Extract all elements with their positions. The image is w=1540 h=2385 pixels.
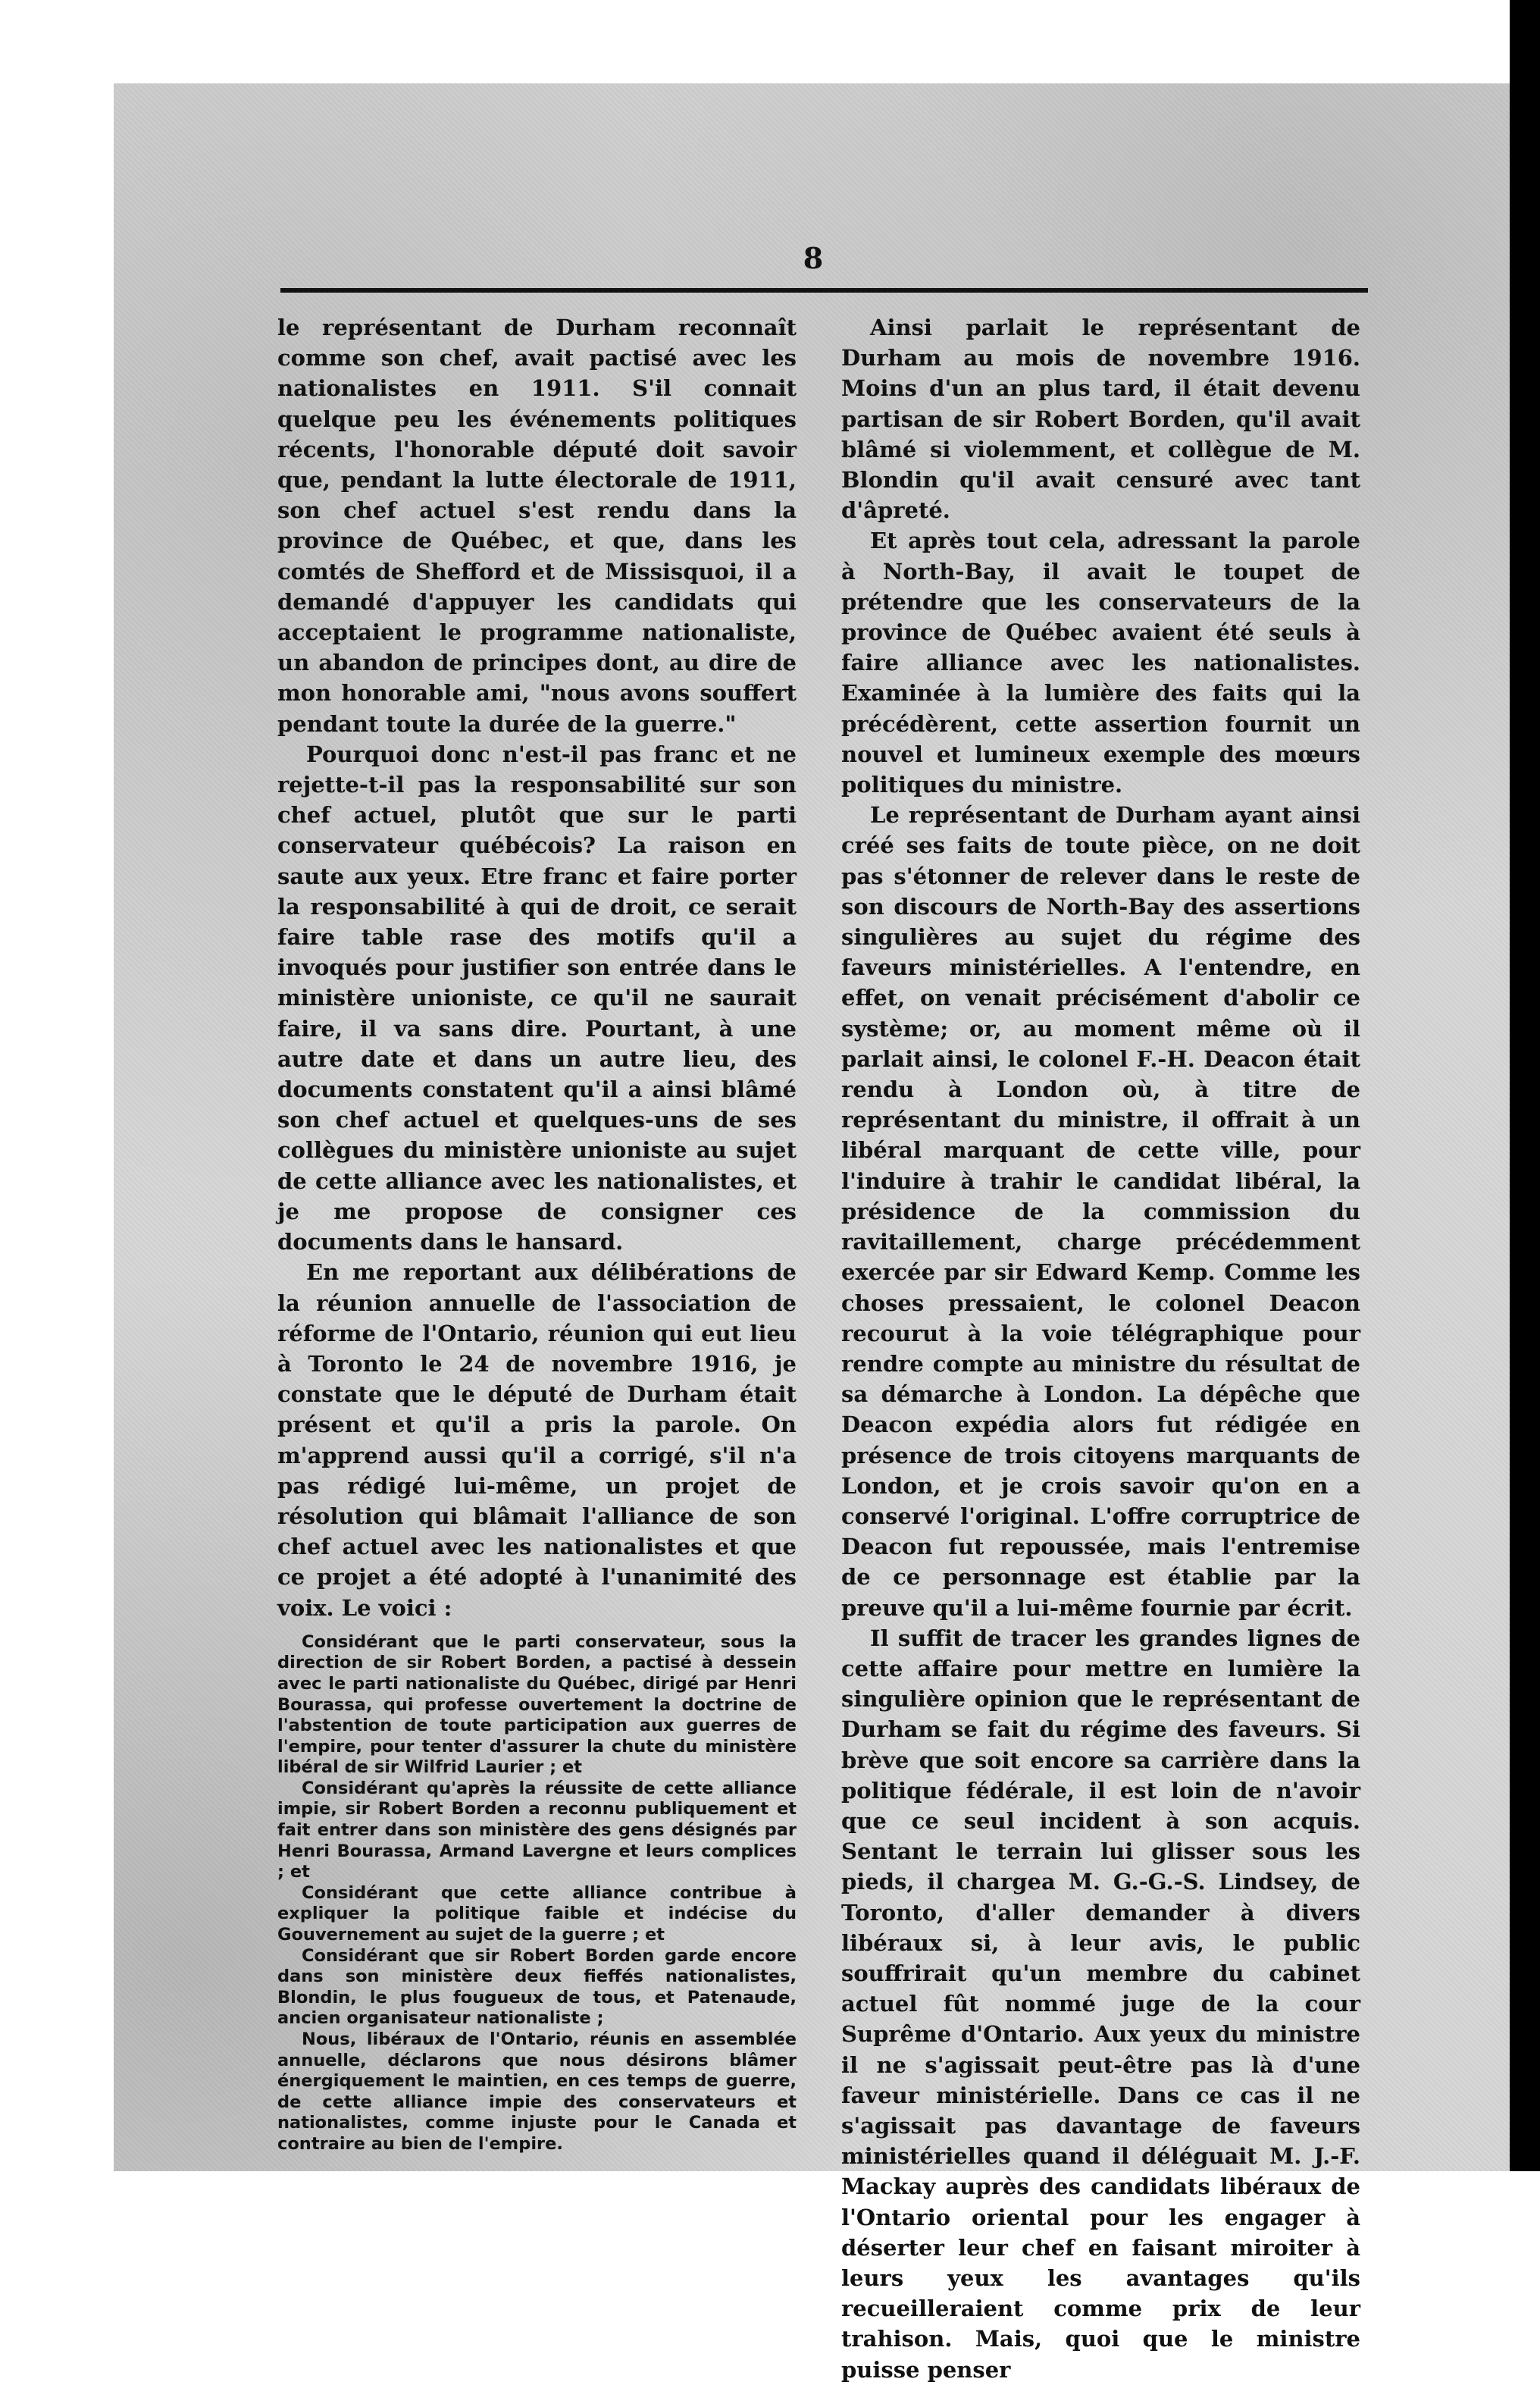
quote-paragraph: Considérant qu'après la réussite de cette alliance impie, sir Robert Borden a reconnu publiquement et fait entrer dans son ministère des gens désignés par Henri Bourassa, Armand Lavergne et leurs complices ; et <box>277 1778 797 1882</box>
paragraph: Et après tout cela, adressant la parole à North-Bay, il avait le toupet de prétendre que les conservateurs de la province de Québec avaient été seuls à faire alliance avec les nationalistes. Examinée à la lumière des faits qui la précédèrent, cette assertion fournit un nouvel et lumineux exemple des mœurs politiques du ministre. <box>841 528 1360 798</box>
quote-paragraph: Considérant que le parti conservateur, sous la direction de sir Robert Borden, a pactisé à dessein avec le parti nationaliste du Québec, dirigé par Henri Bourassa, qui professe ouvertement la doctrine de l'abstention de toute participation aux guerres de l'empire, pour tenter d'assurer la chute du ministère libéral de sir Wilfrid Laurier ; et <box>277 1631 797 1778</box>
right-column <box>841 312 1360 2385</box>
quote-paragraph: Considérant que cette alliance contribue à expliquer la politique faible et indécise du Gouvernement au sujet de la guerre ; et <box>277 1882 797 1945</box>
resolution-quote <box>277 1632 797 2155</box>
paragraph: En me reportant aux délibérations de la réunion annuelle de l'association de réforme de l'Ontario, réunion qui eut lieu à Toronto le 24 de novembre 1916, je constate que le député de Durham était présent et qu'il a pris la parole. On m'apprend aussi qu'il a corrigé, s'il n'a pas rédigé lui-même, un projet de résolution qui blâmait l'alliance de son chef actuel avec les nationalistes et que ce projet a été adopté à l'unanimité des voix. Le voici : <box>277 1259 797 1621</box>
paragraph: Il suffit de tracer les grandes lignes de cette affaire pour mettre en lumière la singulière opinion que le représentant de Durham se fait du régime des faveurs. Si brève que soit encore sa carrière dans la politique fédérale, il est loin de n'avoir que ce seul incident à son acquis. Sentant le terrain lui glisser sous les pieds, il chargea M. G.-G.-S. Lindsey, de Toronto, d'aller demander à divers libéraux si, à leur avis, le public souffrirait qu'un membre du cabinet actuel fût nommé juge de la cour Suprême d'Ontario. Aux yeux du ministre il ne s'agissait peut-être pas là d'une faveur ministérielle. Dans ce cas il ne s'agissait pas davantage de faveurs ministérielles quand il déléguait M. J.-F. Mackay auprès des candidats libéraux de l'Ontario oriental pour les engager à déserter leur chef en faisant miroiter à leurs yeux les avantages qu'ils recueilleraient comme prix de leur trahison. Mais, quoi que le ministre puisse penser <box>841 1625 1360 2383</box>
scan-border-right <box>1510 0 1540 2171</box>
header-rule <box>280 288 1368 293</box>
page-number: 8 <box>803 241 824 275</box>
paragraph: Le représentant de Durham ayant ainsi créé ses faits de toute pièce, on ne doit pas s'étonner de relever dans le reste de son discours de North-Bay des assertions singulières au sujet du régime des faveurs ministérielles. A l'entendre, en effet, on venait précisément d'abolir ce système; or, au moment même où il parlait ainsi, le colonel F.-H. Deacon était rendu à London où, à titre de représentant du ministre, il offrait à un libéral marquant de cette ville, pour l'induire à trahir le candidat libéral, la présidence de la commission du ravitaillement, charge précédemment exercée par sir Edward Kemp. Comme les choses pressaient, le colonel Deacon recourut à la voie télégraphique pour rendre compte au ministre du résultat de sa démarche à London. La dépêche que Deacon expédia alors fut rédigée en présence de trois citoyens marquants de London, et je crois savoir qu'on en a conservé l'original. L'offre corruptrice de Deacon fut repoussée, mais l'entremise de ce personnage est établie par la preuve qu'il a lui-même fournie par écrit. <box>841 802 1360 1621</box>
quote-paragraph: Considérant que sir Robert Borden garde encore dans son ministère deux fieffés nationalistes, Blondin, le plus fougueux de tous, et Patenaude, ancien organisateur nationaliste ; <box>277 1945 797 2029</box>
paragraph: le représentant de Durham reconnaît comme son chef, avait pactisé avec les nationalistes en 1911. S'il connait quelque peu les événements politiques récents, l'honorable député doit savoir que, pendant la lutte électorale de 1911, son chef actuel s'est rendu dans la province de Québec, et que, dans les comtés de Shefford et de Missisquoi, il a demandé d'appuyer les candidats qui acceptaient le programme nationaliste, un abandon de principes dont, au dire de mon honorable ami, "nous avons souffert pendant toute la durée de la guerre." <box>277 315 797 737</box>
paragraph: Ainsi parlait le représentant de Durham au mois de novembre 1916. Moins d'un an plus tard, il était devenu partisan de sir Robert Borden, qu'il avait blâmé si violemment, et collègue de M. Blondin qu'il avait censuré avec tant d'âpreté. <box>841 315 1360 524</box>
quote-paragraph: Nous, libéraux de l'Ontario, réunis en assemblée annuelle, déclarons que nous désirons blâmer énergiquement le maintien, en ces temps de guerre, de cette alliance impie des conservateurs et nationalistes, comme injuste pour le Canada et contraire au bien de l'empire. <box>277 2029 797 2154</box>
paragraph: Pourquoi donc n'est-il pas franc et ne rejette-t-il pas la responsabilité sur son chef actuel, plutôt que sur le parti conservateur québécois? La raison en saute aux yeux. Etre franc et faire porter la responsabilité à qui de droit, ce serait faire table rase des motifs qu'il a invoqués pour justifier son entrée dans le ministère unioniste, ce qu'il ne saurait faire, il va sans dire. Pourtant, à une autre date et dans un autre lieu, des documents constatent qu'il a ainsi blâmé son chef actuel et quelques-uns de ses collègues du ministère unioniste au sujet de cette alliance avec les nationalistes, et je me propose de consigner ces documents dans le hansard. <box>277 741 797 1255</box>
scan-border-top <box>0 0 1540 83</box>
left-column <box>277 312 797 2155</box>
